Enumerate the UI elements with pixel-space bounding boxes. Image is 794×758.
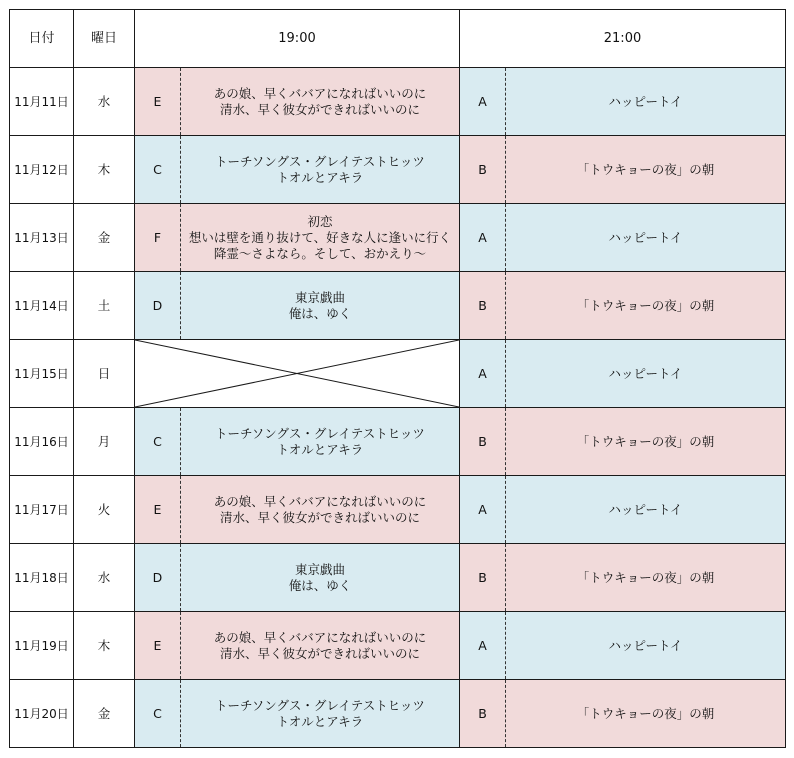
weekday-cell: 木 (74, 612, 135, 680)
slot-1900-code-cell: D (135, 272, 181, 340)
slot-2100-title-cell (506, 612, 786, 680)
title-line: 「トウキョーの夜」の朝 (576, 297, 715, 313)
schedule-row (10, 680, 786, 748)
slot-2100-code-cell: B (460, 544, 506, 612)
weekday-cell: 木 (74, 136, 135, 204)
date-cell: 11月15日 (10, 340, 74, 408)
title-line: トオルとアキラ (276, 169, 364, 185)
slot-1900-title-cell (181, 544, 460, 612)
date-cell: 11月20日 (10, 680, 74, 748)
slot-2100-title-cell (506, 680, 786, 748)
slot-1900-title-cell (181, 476, 460, 544)
weekday-cell: 金 (74, 680, 135, 748)
title-line: 清水、早く彼女ができればいいのに (219, 101, 420, 117)
slot-2100-code-cell: A (460, 68, 506, 136)
slot-1900-code-cell: F (135, 204, 181, 272)
title-line: あの娘、早くババアになればいいのに (213, 85, 427, 101)
title-line: 降霊～さよなら。そして、おかえり～ (213, 245, 427, 261)
title-line: 想いは壁を通り抜けて、好きな人に逢いに行く (188, 229, 452, 245)
slot-2100-code-cell: B (460, 680, 506, 748)
date-header: 日付 (10, 10, 74, 68)
date-cell: 11月16日 (10, 408, 74, 476)
schedule-row (10, 272, 786, 340)
slot-1900-code-cell: E (135, 68, 181, 136)
slot-2100-code-cell: A (460, 612, 506, 680)
title-line: ハッピートイ (608, 229, 683, 245)
slot-2100-title-cell (506, 136, 786, 204)
weekday-cell: 水 (74, 68, 135, 136)
title-line: 東京戯曲 (294, 289, 345, 305)
slot-2100-title-cell (506, 544, 786, 612)
title-line: 初恋 (307, 213, 333, 229)
slot-1900-code-cell: E (135, 476, 181, 544)
slot-1900-title-cell (181, 680, 460, 748)
weekday-header: 曜日 (74, 10, 135, 68)
schedule-row (10, 476, 786, 544)
date-cell: 11月17日 (10, 476, 74, 544)
title-line: 清水、早く彼女ができればいいのに (219, 645, 420, 661)
slot-2100-title-cell (506, 68, 786, 136)
schedule-table (9, 9, 786, 748)
slot-2100-title-cell (506, 476, 786, 544)
slot-1900-title-cell (181, 204, 460, 272)
title-line: トーチソングス・グレイテストヒッツ (215, 697, 425, 713)
title-line: 「トウキョーの夜」の朝 (576, 569, 715, 585)
slot-1900-title-cell (181, 68, 460, 136)
weekday-cell: 水 (74, 544, 135, 612)
title-line: トーチソングス・グレイテストヒッツ (215, 425, 425, 441)
weekday-cell: 日 (74, 340, 135, 408)
slot-2100-code-cell: B (460, 272, 506, 340)
schedule-row (10, 544, 786, 612)
cross-out-mark (135, 340, 459, 407)
slot-2100-title-cell (506, 204, 786, 272)
slot-2100-code-cell: B (460, 408, 506, 476)
slot-2100-header: 21:00 (460, 10, 786, 68)
slot-1900-title-cell (181, 408, 460, 476)
slot-1900-code-cell: E (135, 612, 181, 680)
slot-1900-title-cell (181, 272, 460, 340)
date-cell: 11月18日 (10, 544, 74, 612)
slot-1900-code-cell: C (135, 680, 181, 748)
date-cell: 11月11日 (10, 68, 74, 136)
title-line: トオルとアキラ (276, 441, 364, 457)
title-line: ハッピートイ (608, 501, 683, 517)
slot-1900-header: 19:00 (135, 10, 460, 68)
slot-1900-title-cell (181, 612, 460, 680)
title-line: 「トウキョーの夜」の朝 (576, 433, 715, 449)
slot-2100-title-cell (506, 408, 786, 476)
schedule-row (10, 68, 786, 136)
title-line: ハッピートイ (608, 637, 683, 653)
schedule-row (10, 408, 786, 476)
weekday-cell: 金 (74, 204, 135, 272)
slot-2100-title-cell (506, 272, 786, 340)
slot-2100-code-cell: A (460, 204, 506, 272)
title-line: トオルとアキラ (276, 713, 364, 729)
slot-2100-code-cell: A (460, 476, 506, 544)
schedule-row (10, 136, 786, 204)
schedule-body (10, 68, 786, 748)
title-line: あの娘、早くババアになればいいのに (213, 493, 427, 509)
title-line: 清水、早く彼女ができればいいのに (219, 509, 420, 525)
title-line: 東京戯曲 (294, 561, 345, 577)
weekday-cell: 火 (74, 476, 135, 544)
date-cell: 11月14日 (10, 272, 74, 340)
slot-2100-code-cell: A (460, 340, 506, 408)
title-line: 俺は、ゆく (288, 305, 352, 321)
slot-1900-code-cell: C (135, 136, 181, 204)
schedule-row (10, 340, 786, 408)
slot-1900-title-cell (181, 136, 460, 204)
title-line: 「トウキョーの夜」の朝 (576, 705, 715, 721)
date-cell: 11月13日 (10, 204, 74, 272)
title-line: あの娘、早くババアになればいいのに (213, 629, 427, 645)
schedule-row (10, 204, 786, 272)
slot-2100-code-cell: B (460, 136, 506, 204)
title-line: 「トウキョーの夜」の朝 (576, 161, 715, 177)
weekday-cell: 月 (74, 408, 135, 476)
date-cell: 11月12日 (10, 136, 74, 204)
title-line: トーチソングス・グレイテストヒッツ (215, 153, 425, 169)
header-row (10, 10, 786, 68)
title-line: ハッピートイ (608, 365, 683, 381)
title-line: ハッピートイ (608, 93, 683, 109)
weekday-cell: 土 (74, 272, 135, 340)
slot-2100-title-cell (506, 340, 786, 408)
slot-1900-empty-cell (135, 340, 460, 408)
slot-1900-code-cell: D (135, 544, 181, 612)
schedule-row (10, 612, 786, 680)
title-line: 俺は、ゆく (288, 577, 352, 593)
date-cell: 11月19日 (10, 612, 74, 680)
slot-1900-code-cell: C (135, 408, 181, 476)
